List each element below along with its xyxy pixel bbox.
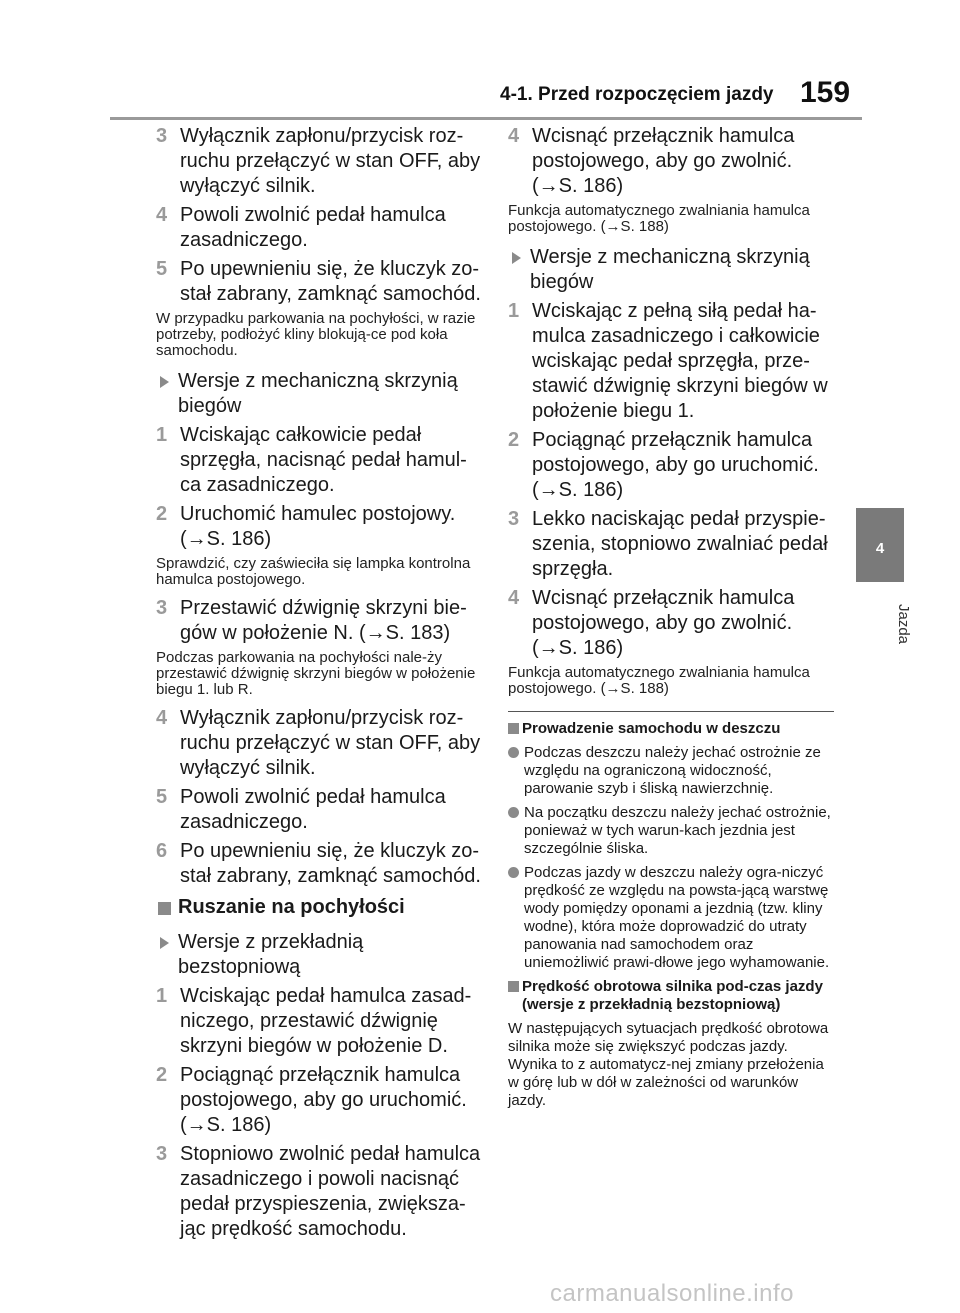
- info-heading-text: Prowadzenie samochodu w deszczu: [522, 720, 781, 737]
- circle-bullet-icon: [508, 747, 519, 758]
- step-item: [156, 257, 482, 307]
- note-text: Sprawdzić, czy zaświeciła się lampka kontrolna hamulca postojowego.: [156, 555, 471, 588]
- note-text: Funkcja automatycznego zwalniania hamulca postojowego. (→S. 188): [508, 664, 810, 697]
- step-text: Wciskając z pełną siłą pedał ha-mulca zasadniczego i całkowicie wciskając pedał sprzęgła, prze-stawić dźwignię skrzyni biegów w położenie biegu 1.: [532, 300, 828, 422]
- section-heading-text: Ruszanie na pochyłości: [178, 896, 405, 918]
- list-item-text: Podczas jazdy w deszczu należy ogra-niczyć prędkość ze względu na powsta-jącą warstwę wody pomiędzy oponami a jezdnią (tzw. kliny wodne), która może doprowadzić do utraty panowania nad samochodem oraz uniemożliwić prawi-dłowe jego wyhamowanie.: [524, 864, 830, 971]
- right-column: [508, 124, 834, 1110]
- subheading: [508, 245, 834, 295]
- step-text: Wciskając pedał hamulca zasad-niczego, przestawić dźwignię skrzyni biegów w położenie D.: [180, 985, 472, 1057]
- step-item: [156, 1063, 482, 1138]
- subheading-text: Wersje z przekładnią bezstopniową: [178, 931, 364, 978]
- step-text: Uruchomić hamulec postojowy. (→S. 186): [180, 503, 456, 550]
- circle-bullet-icon: [508, 867, 519, 878]
- step-item: [508, 299, 834, 424]
- step-text: Lekko naciskając pedał przyspie-szenia, stopniowo zwalniać pedał sprzęgła.: [532, 508, 828, 580]
- paragraph: W następujących sytuacjach prędkość obrotowa silnika może się zwiększyć podczas jazdy. Wynika to z automatycz-nej zmiany przełożenia w górę lub w dół w zależności od warunków jazdy.: [508, 1020, 829, 1109]
- step-item: [508, 507, 834, 582]
- circle-bullet-icon: [508, 807, 519, 818]
- step-text: Wcisnąć przełącznik hamulca postojowego, aby go zwolnić. (→S. 186): [532, 125, 795, 197]
- triangle-icon: [512, 252, 521, 264]
- step-item: [508, 428, 834, 503]
- step-item: [508, 124, 834, 199]
- subheading: [156, 369, 482, 419]
- step-text: Wcisnąć przełącznik hamulca postojowego, aby go zwolnić. (→S. 186): [532, 587, 795, 659]
- step-item: [156, 984, 482, 1059]
- step-item: [156, 203, 482, 253]
- section-divider: [508, 711, 834, 712]
- step-number: 1: [156, 424, 168, 446]
- step-number: 3: [156, 1143, 168, 1165]
- triangle-icon: [160, 376, 169, 388]
- step-text: Wyłącznik zapłonu/przycisk roz-ruchu przełączyć w stan OFF, aby wyłączyć silnik.: [180, 125, 481, 197]
- step-number: 1: [156, 985, 168, 1007]
- step-number: 6: [156, 840, 168, 862]
- step-item: [156, 1142, 482, 1242]
- list-item-text: Na początku deszczu należy jechać ostrożnie, ponieważ w tych warun-kach jezdnia jest szczególnie śliska.: [524, 804, 831, 857]
- note-text: Funkcja automatycznego zwalniania hamulca postojowego. (→S. 188): [508, 202, 810, 235]
- step-number: 5: [156, 258, 168, 280]
- step-text: Powoli zwolnić pedał hamulca zasadniczego.: [180, 786, 446, 833]
- watermark: carmanualsonline.info: [550, 1280, 794, 1307]
- step-item: [156, 596, 482, 646]
- list-item: [508, 804, 834, 858]
- step-number: 4: [508, 125, 520, 147]
- chapter-label: Jazda: [895, 604, 912, 645]
- note-text: Podczas parkowania na pochyłości nale-ży przestawić dźwignię skrzyni biegów w położenie biegu 1. lub R.: [156, 649, 476, 698]
- subheading-text: Wersje z mechaniczną skrzynią biegów: [530, 246, 810, 293]
- square-bullet-icon: [508, 723, 519, 734]
- page-number: 159: [800, 76, 851, 109]
- step-item: [156, 502, 482, 552]
- subheading-text: Wersje z mechaniczną skrzynią biegów: [178, 370, 458, 417]
- step-item: [156, 785, 482, 835]
- list-item: [508, 744, 834, 798]
- info-heading: [508, 720, 834, 738]
- step-text: Stopniowo zwolnić pedał hamulca zasadniczego i powoli nacisnąć pedał przyspieszenia, zwiększa-jąc prędkość samochodu.: [180, 1143, 481, 1240]
- list-item: [508, 864, 834, 972]
- square-bullet-icon: [508, 981, 519, 992]
- subheading: [156, 930, 482, 980]
- info-heading-text: Prędkość obrotowa silnika pod-czas jazdy (wersje z przekładnią bezstopniową): [522, 978, 823, 1013]
- header-divider: [110, 117, 862, 120]
- list-item-text: Podczas deszczu należy jechać ostrożnie ze względu na ograniczoną widoczność, parowanie szyb i śliską nawierzchnię.: [524, 744, 821, 797]
- step-number: 4: [156, 204, 168, 226]
- step-number: 2: [156, 1064, 168, 1086]
- chapter-tab[interactable]: 4: [856, 508, 904, 582]
- step-item: [156, 124, 482, 199]
- step-number: 3: [156, 125, 168, 147]
- square-bullet-icon: [158, 902, 171, 915]
- step-text: Przestawić dźwignię skrzyni bie-gów w położenie N. (→S. 183): [180, 597, 467, 644]
- step-number: 4: [508, 587, 520, 609]
- step-item: [156, 423, 482, 498]
- step-text: Wciskając całkowicie pedał sprzęgła, nacisnąć pedał hamul-ca zasadniczego.: [180, 424, 467, 496]
- step-item: [156, 706, 482, 781]
- step-text: Po upewnieniu się, że kluczyk zo-stał zabrany, zamknąć samochód.: [180, 840, 481, 887]
- step-text: Pociągnąć przełącznik hamulca postojowego, aby go uruchomić. (→S. 186): [180, 1064, 467, 1136]
- step-number: 2: [156, 503, 168, 525]
- info-heading: [508, 978, 834, 1014]
- step-item: [156, 839, 482, 889]
- step-number: 1: [508, 300, 520, 322]
- triangle-icon: [160, 937, 169, 949]
- step-number: 4: [156, 707, 168, 729]
- step-number: 3: [156, 597, 168, 619]
- left-column: [156, 124, 482, 1246]
- step-number: 3: [508, 508, 520, 530]
- step-number: 2: [508, 429, 520, 451]
- step-number: 5: [156, 786, 168, 808]
- step-text: Po upewnieniu się, że kluczyk zo-stał zabrany, zamknąć samochód.: [180, 258, 481, 305]
- step-text: Wyłącznik zapłonu/przycisk roz-ruchu przełączyć w stan OFF, aby wyłączyć silnik.: [180, 707, 481, 779]
- step-item: [508, 586, 834, 661]
- section-heading: [156, 895, 482, 920]
- section-title: 4-1. Przed rozpoczęciem jazdy: [500, 84, 774, 105]
- note-text: W przypadku parkowania na pochyłości, w razie potrzeby, podłożyć kliny blokują-ce pod koła samochodu.: [156, 310, 476, 359]
- step-text: Powoli zwolnić pedał hamulca zasadniczego.: [180, 204, 446, 251]
- page-header: [0, 0, 960, 120]
- step-text: Pociągnąć przełącznik hamulca postojowego, aby go uruchomić. (→S. 186): [532, 429, 819, 501]
